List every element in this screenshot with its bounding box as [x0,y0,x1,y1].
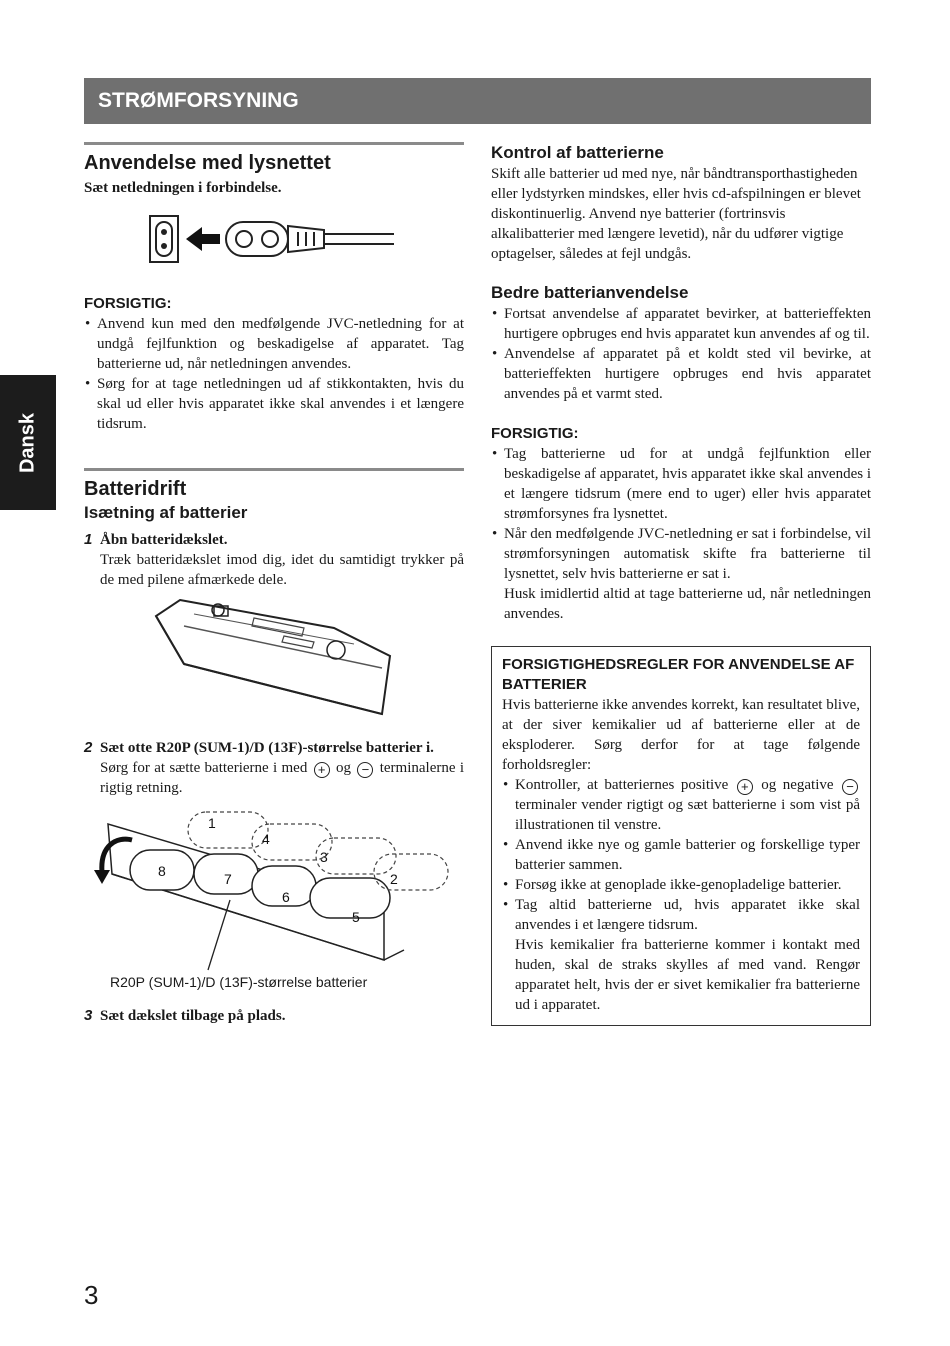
step-title: Sæt otte R20P (SUM-1)/D (13F)-størrelse batterier i. [100,740,434,756]
battery-label-4: 4 [262,831,270,847]
left-column [84,142,464,1026]
list-item-text: Kontroller, at batteriernes positive [515,777,729,793]
battery-label-5: 5 [352,909,360,925]
step-number: 1 [84,531,93,548]
plus-terminal-icon: + [314,762,330,778]
battery-label-3: 3 [320,849,328,865]
minus-terminal-icon: − [842,779,858,795]
power-cord-illustration [148,212,408,268]
battery-placement-illustration [84,810,464,975]
language-tab [0,375,56,510]
battery-caution-title: FORSIGTIG: [491,425,579,442]
list-item: • Anvend ikke nye og gamle batterier og forskellige typer batterier sammen. [502,835,860,875]
step-text-part: Sørg for at sætte batterierne i med [100,760,308,776]
step-1 [84,530,464,590]
mains-heading: Anvendelse med lysnettet [84,152,331,174]
battery-cover-illustration [154,596,394,726]
list-item-text: Tag altid batterierne ud, hvis apparatet ikke skal anvendes i et længere tidsrum. [515,897,860,933]
list-item-text: Husk imidlertid altid at tage batterierne ud, når netledningen anvendes. [504,586,871,622]
precautions-list [502,775,860,1015]
list-item: • Anvend kun med den medfølgende JVC-netledning for at undgå fejlfunktion og beskadigelse af apparatet. Tag batterierne ud, når netledningen anvendes. [84,314,464,374]
battery-placement-figure [84,810,464,998]
step-text: Træk batteridækslet imod dig, idet du samtidigt trykker på de med pilene afmærkede dele. [100,552,464,588]
section-rule [84,468,464,471]
step-3 [84,1006,464,1026]
list-item-text: Når den medfølgende JVC-netledning er sat i forbindelse, vil strømforsyningen automatisk skifte fra batterierne til lysnettet, selv hvis batterierne er sat i. [504,526,871,582]
precautions-title: FORSIGTIGHEDSREGLER FOR ANVENDELSE AF BATTERIER [502,656,855,693]
step-number: 3 [84,1007,93,1024]
list-item [502,775,860,835]
section-rule [84,142,464,145]
mains-caution-title: FORSIGTIG: [84,295,172,312]
better-use-heading: Bedre batterianvendelse [491,283,689,302]
step-number: 2 [84,739,93,756]
mains-instruction: Sæt netledningen i forbindelse. [84,180,282,196]
battery-precautions-box [491,646,871,1026]
battery-caution-list [491,444,871,624]
minus-terminal-icon: − [357,762,373,778]
battery-figure-caption: R20P (SUM-1)/D (13F)-størrelse batterier [110,974,368,990]
step-text-part: terminalerne i rigtig retning. [100,760,465,796]
battery-label-8: 8 [158,863,166,879]
battery-cover-figure [154,596,394,726]
language-tab-label: Dansk [16,412,39,473]
step-title: Sæt dækslet tilbage på plads. [100,1008,286,1024]
page-number: 3 [84,1280,99,1310]
step-text [100,758,464,798]
list-item: • Forsøg ikke at genoplade ikke-genopladelige batterier. [502,875,860,895]
mains-caution-list [84,314,464,434]
step-2 [84,738,464,798]
battery-label-6: 6 [282,889,290,905]
battery-label-7: 7 [224,871,232,887]
step-text-part: og [336,760,352,776]
battery-label-1: 1 [208,815,216,831]
list-item: • Sørg for at tage netledningen ud af stikkontakten, hvis du skal ud eller hvis apparatet ikke skal anvendes i et længere tidsrum. [84,374,464,434]
plus-terminal-icon: + [737,779,753,795]
list-item: • Tag batterierne ud for at undgå fejlfunktion eller beskadigelse af apparatet, hvis apparatet ikke skal anvendes i et længere tidsrum (mere end to uger) eller hvis apparatet strømforsynes fra lysnettet. [491,444,871,524]
better-use-list [491,304,871,404]
step-title: Åbn batteridækslet. [100,532,228,548]
list-item [502,895,860,1015]
section-banner: STRØMFORSYNING [84,78,871,124]
battery-heading: Batteridrift [84,478,187,500]
precautions-intro: Hvis batterierne ikke anvendes korrekt, kan resultatet blive, at der siver kemikalier ud af batterierne eller at de eksploderer. Sørg derfor for at tage følgende forholdsregler: [502,697,860,773]
list-item [491,524,871,624]
list-item-text: terminaler vender rigtigt og sæt batterierne i som vist på illustrationen til venstre. [515,797,860,833]
check-text: Skift alle batterier ud med nye, når båndtransporthastigheden eller lydstyrken mindskes, eller hvis cd-afspilningen er blevet diskontinuerlig. Anvend nye batterier (fortrinsvis alkalibatterier med længere levetid), når du udfører vigtige optagelser, således at fejl undgås. [491,166,861,262]
list-item: • Fortsat anvendelse af apparatet bevirker, at batterieffekten hurtigere opbruges end hvis apparatet kun anvendes af og til. [491,304,871,344]
battery-subheading: Isætning af batterier [84,503,248,522]
power-cord-figure [148,212,408,268]
check-heading: Kontrol af batterierne [491,143,664,162]
list-item-text: og negative [761,777,834,793]
right-column [491,142,871,1026]
battery-label-2: 2 [390,871,398,887]
list-item: • Anvendelse af apparatet på et koldt sted vil bevirke, at batterieffekten hurtigere opbruges end hvis apparatet anvendes på et varmt sted. [491,344,871,404]
list-item-text: Hvis kemikalier fra batterierne kommer i kontakt med huden, skal de straks skylles af med vand. Rengør apparatet helt, hvis der er sivet kemikalier fra batterierne ud i apparatet. [515,937,860,1013]
